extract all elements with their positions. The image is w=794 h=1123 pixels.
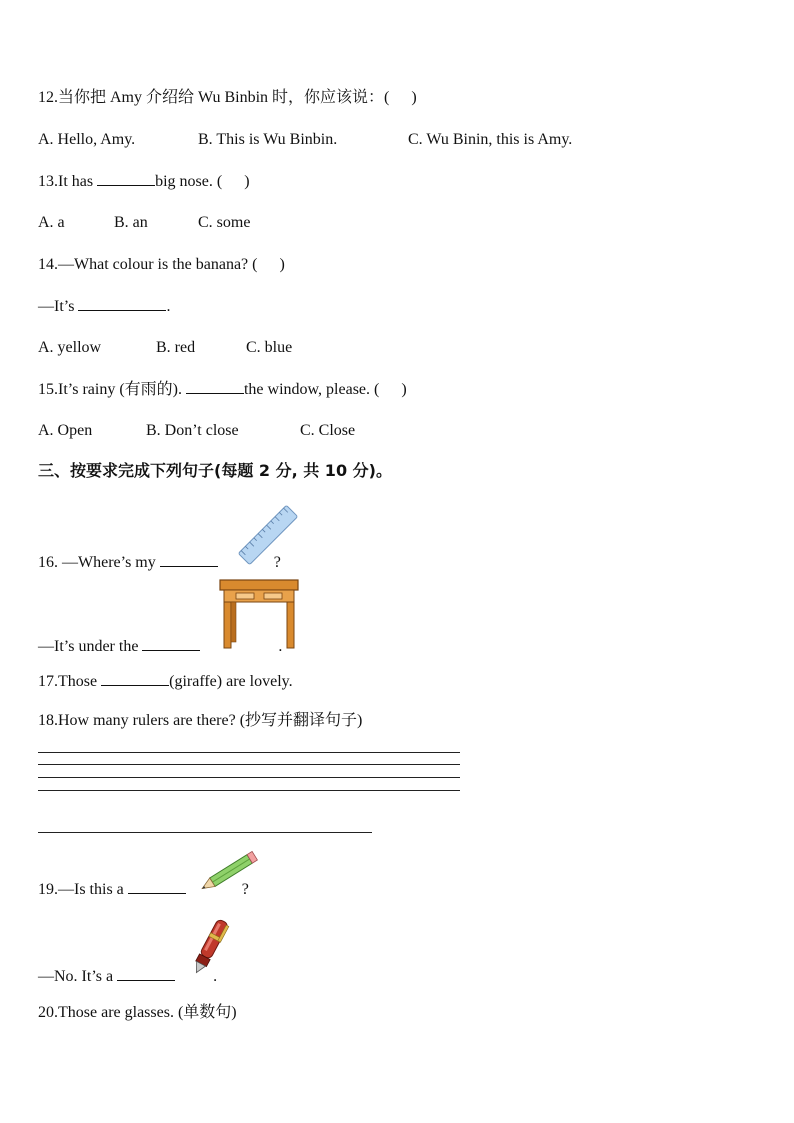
q16-answer-line: —It’s under the . [38,638,283,655]
q15-option-b[interactable]: B. Don’t close [146,422,239,439]
q12-option-c[interactable]: C. Wu Binin, this is Amy. [408,131,573,148]
q18-writing-line-2[interactable] [38,764,460,765]
q20-line: 20.Those are glasses. (单数句) [38,1004,237,1021]
q13-option-c[interactable]: C. some [198,214,251,231]
q19-question-line: 19.—Is this a ? [38,881,249,898]
q19-blank-1[interactable] [128,879,186,894]
section-3-heading: 三、按要求完成下列句子(每题 2 分, 共 10 分)。 [38,461,392,480]
q14-option-a[interactable]: A. yellow [38,339,102,356]
q18-writing-line-3[interactable] [38,777,460,778]
q16-blank-2[interactable] [142,636,200,651]
q15-option-a[interactable]: A. Open [38,422,93,439]
q14-stem: 14.—What colour is the banana? ( ) [38,256,285,273]
q19-blank-2[interactable] [117,966,175,981]
q16-blank-1[interactable] [160,552,218,567]
q18-writing-line-1[interactable] [38,752,460,753]
q13-stem: 13.It has big nose. ( ) [38,173,250,190]
q14-answer-line: —It’s . [38,298,171,315]
q15-blank[interactable] [186,379,244,394]
q18-translation-line[interactable] [38,832,372,833]
q19-answer-line: —No. It’s a . [38,968,218,985]
q18-writing-line-4[interactable] [38,790,460,791]
q17-line: 17.Those (giraffe) are lovely. [38,673,293,690]
q14-option-c[interactable]: C. blue [246,339,293,356]
q13-blank[interactable] [97,171,155,186]
q17-blank[interactable] [101,671,169,686]
q12-option-a[interactable]: A. Hello, Amy. [38,131,136,148]
q14-option-b[interactable]: B. red [156,339,196,356]
q15-option-c[interactable]: C. Close [300,422,356,439]
q14-blank[interactable] [78,296,166,311]
q13-option-b[interactable]: B. an [114,214,148,231]
q16-question-line: 16. —Where’s my ? [38,554,281,571]
q18-line: 18.How many rulers are there? (抄写并翻译句子) [38,712,363,729]
q12-option-b[interactable]: B. This is Wu Binbin. [198,131,338,148]
q15-stem: 15.It’s rainy (有雨的). the window, please. ( ) [38,381,407,398]
q12-stem: 12.当你把 Amy 介绍给 Wu Binbin 时，你应该说：( ) [38,89,417,106]
q13-option-a[interactable]: A. a [38,214,65,231]
